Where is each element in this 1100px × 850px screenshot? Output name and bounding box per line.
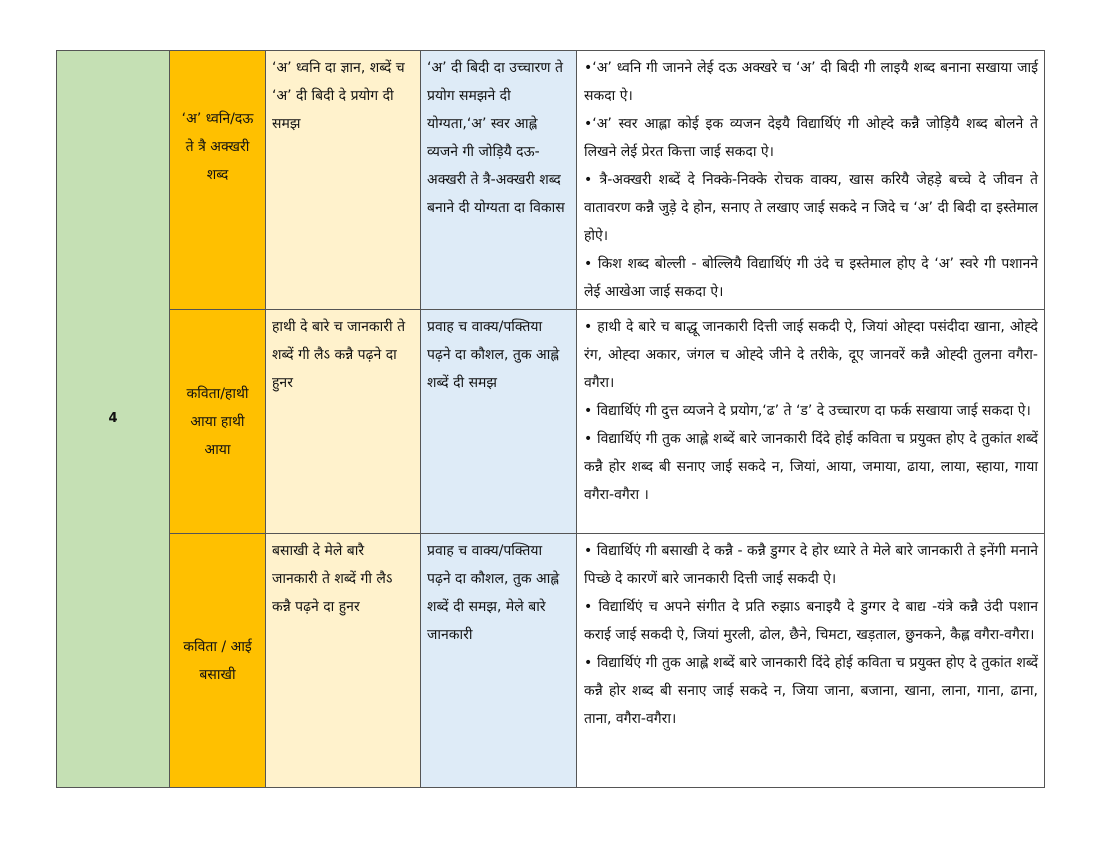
skill-cell: प्रवाह च वाक्य/पक्तिया पढ़ने दा कौशल, तुक आह्ले शब्दें दी समझ, मेले बारे जानकारी <box>421 534 577 788</box>
topic-cell: कविता / आई बसाखी <box>170 534 266 788</box>
class-number-cell: 4 <box>57 51 170 788</box>
activities-cell <box>577 310 1045 534</box>
activity-item: •‘अ’ स्वर आह्ला कोई इक व्यजन देइयै विद्यार्थिएं गी ओह्दे कन्नै जोड़ियै शब्द बोलने ते लिखने लेई प्रेरत कित्ता जाई सकदा ऐ। <box>584 116 1038 160</box>
activity-item: •‘अ’ ध्वनि गी जानने लेई दऊ अक्खरे च ‘अ’ दी बिदी गी लाइयै शब्द बनाना सखाया जाई सकदा ऐ। <box>584 60 1038 104</box>
topic-cell: ‘अ’ ध्वनि/दऊ ते त्रै अक्खरी शब्द <box>170 51 266 310</box>
skill-cell: ‘अ’ दी बिदी दा उच्चारण ते प्रयोग समझने दी योग्यता,‘अ’ स्वर आह्ले व्यजने गी जोड़ियै दऊ-अक्खरी ते त्रै-अक्खरी शब्द बनाने दी योग्यता दा विकास <box>421 51 577 310</box>
content-cell: हाथी दे बारे च जानकारी ते शब्दें गी लैऽ कन्नै पढ़ने दा हुनर <box>266 310 421 534</box>
activity-item: • विद्यार्थिएं गी तुक आह्ले शब्दें बारे जानकारी दिंदे होई कविता च प्रयुक्त होए दे तुकांत शब्दें कन्नै होर शब्द बी सनाए जाई सकदे न, जिया जाना, बजाना, खाना, लाना, गाना, ढाना, ताना, वगैरा-वगैरा। <box>584 655 1038 727</box>
activity-item: • हाथी दे बारे च बाद्धू जानकारी दित्ती जाई सकदी ऐ, जियां ओह्दा पसंदीदा खाना, ओह्दे रंग, ओह्दा अकार, जंगल च ओह्दे जीने दे तरीके, दूए जानवरें कन्नै ओह्दी तुलना वगैरा-वगैरा। <box>584 319 1038 391</box>
activity-item: • विद्यार्थिएं च अपने संगीत दे प्रति रुझाऽ बनाइयै दे डुग्गर दे बाद्य -यंत्रे कन्नै उंदी पशान कराई जाई सकदी ऐ, जियां मुरली, ढोल, छैने, चिमटा, खड़ताल, छुनकने, कैह्ल वगैरा-वगैरा। <box>584 599 1038 643</box>
activities-cell <box>577 51 1045 310</box>
topic-cell: कविता/हाथी आया हाथी आया <box>170 310 266 534</box>
activities-cell <box>577 534 1045 788</box>
table-row <box>57 51 1045 310</box>
table-row <box>57 534 1045 788</box>
curriculum-table <box>56 50 1045 788</box>
skill-cell: प्रवाह च वाक्य/पक्तिया पढ़ने दा कौशल, तुक आह्ले शब्दें दी समझ <box>421 310 577 534</box>
activity-item: • विद्यार्थिएं गी तुक आह्ले शब्दें बारे जानकारी दिंदे होई कविता च प्रयुक्त होए दे तुकांत शब्दें कन्नै होर शब्द बी सनाए जाई सकदे न, जियां, आया, जमाया, ढाया, लाया, स्हाया, गाया वगैरा-वगैरा । <box>584 431 1038 503</box>
table-row <box>57 310 1045 534</box>
activity-item: • विद्यार्थिएं गी दुत्त व्यजने दे प्रयोग,‘ढ’ ते ‘ड’ दे उच्चारण दा फर्क सखाया जाई सकदा ऐ। <box>584 403 1031 419</box>
activity-item: • विद्यार्थिएं गी बसाखी दे कन्नै - कन्नै डुग्गर दे होर ध्यारे ते मेले बारे जानकारी ते इनेंगी मनाने पिच्छे दे कारणें बारे जानकारी दित्ती जाई सकदी ऐ। <box>584 543 1038 587</box>
content-cell: ‘अ’ ध्वनि दा ज्ञान, शब्दें च ‘अ’ दी बिदी दे प्रयोग दी समझ <box>266 51 421 310</box>
activity-item: • किश शब्द बोल्ली - बोल्लियै विद्यार्थिएं गी उंदे च इस्तेमाल होए दे ‘अ’ स्वरे गी पशानने लेई आखेआ जाई सकदा ऐ। <box>584 256 1038 300</box>
content-cell: बसाखी दे मेले बारै जानकारी ते शब्दें गी लैऽ कन्नै पढ़ने दा हुनर <box>266 534 421 788</box>
activity-item: • त्रै-अक्खरी शब्दें दे निक्के-निक्के रोचक वाक्य, खास करियै जेहड़े बच्चे दे जीवन ते वातावरण कन्नै जुड़े दे होन, सनाए ते लखाए जाई सकदे न जिदे च ‘अ’ दी बिदी दा इस्तेमाल होऐ। <box>584 172 1038 244</box>
